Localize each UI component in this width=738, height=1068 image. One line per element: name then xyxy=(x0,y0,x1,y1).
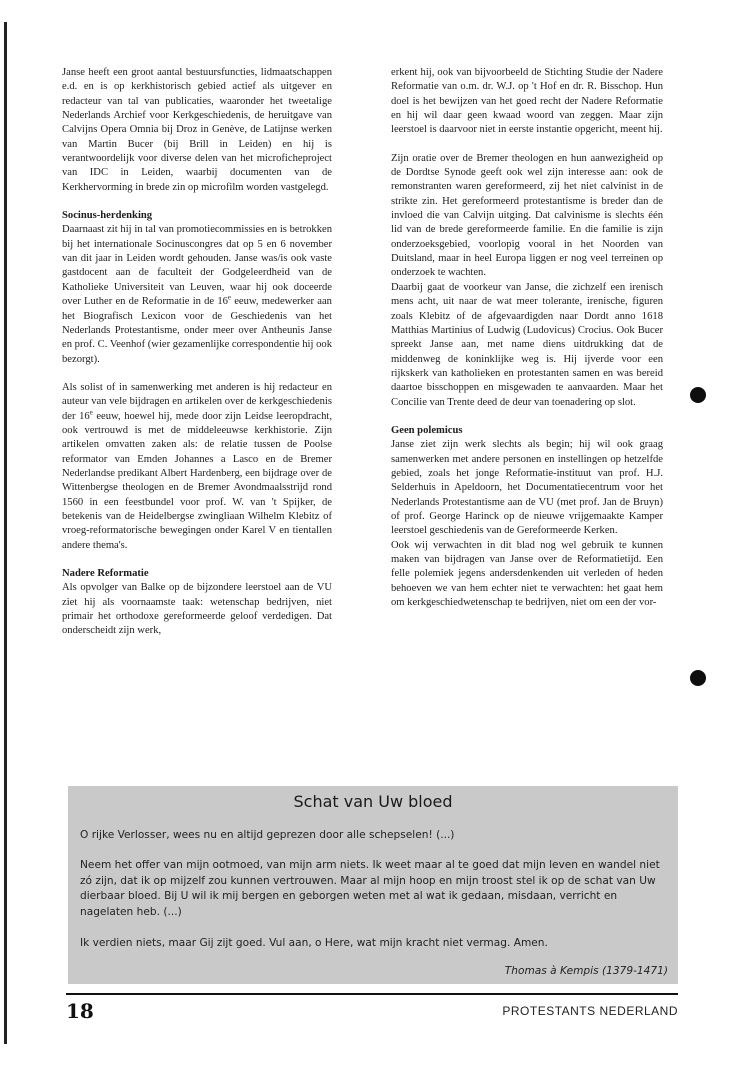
subheading-nadere-reformatie: Nadere Reformatie xyxy=(62,568,149,579)
quote-box xyxy=(68,786,678,984)
quote-paragraph: O rijke Verlosser, wees nu en altijd geprezen door alle schepselen! (...) xyxy=(80,829,455,841)
paragraph: Daarbij gaat de voorkeur van Janse, die zichzelf een irenisch mens acht, uit naar de wat meer tolerante, irenische, figuren zoals Klebitz of de afgevaardigden naar Dordt anno 1618 Matthias Martinius of Ludwig (Ludovicus) Crocius. Ook Bucer spreekt Janse aan, met name diens uitdrukking dat de middenweg de koninklijke weg is. Hij ijverde voor een rijkskerk van katholieken en protestanten samen en was bereid daartoe bisschoppen en misgewaden te aanvaarden. Maar het Concilie van Trente deed de deur van toenadering op slot. xyxy=(391,281,663,408)
right-column xyxy=(391,66,663,624)
binder-hole-icon xyxy=(690,670,706,686)
footer-divider xyxy=(66,993,678,995)
page-edge-rule xyxy=(4,22,7,1044)
quote-paragraph: Ik verdien niets, maar Gij zijt goed. Vul aan, o Here, wat mijn kracht niet vermag. Amen. xyxy=(80,937,548,949)
subheading-socinus: Socinus-herdenking xyxy=(62,210,153,222)
paragraph: Zijn oratie over de Bremer theologen en hun aanwezigheid op de Dordtse Synode geeft ook wel zijn interesse aan: ook de remonstranten waren gereformeerd, zij het niet calvinist in de strikte zin. Het gereformeerd protestantisme is breder dan de invloed die van Calvijn uitging. Dat calvinisme is slechts één lid van de brede gereformeerde familie. En die familie is zijn onderzoeksgebied, voorlopig vooral in het Noorden van Duitsland, maar in heel Europa liggen er nog veel terreinen op onderzoek te wachten. xyxy=(391,152,663,279)
quote-paragraph: Neem het offer van mijn ootmoed, van mijn arm niets. Ik weet maar al te goed dat mijn leven en wandel niet zó zijn, dat ik op mijzelf zou kunnen vertrouwen. Maar al mijn hoop en mijn troost stel ik op de schat van Uw dierbaar bloed. Bij U wil ik mij bergen en geborgen weten met al wat ik gedaan, misdaan, verricht en nagelaten heb. (...) xyxy=(80,859,660,918)
quote-attribution: Thomas à Kempis (1379-1471) xyxy=(504,965,668,977)
subheading-geen-polemicus: Geen polemicus xyxy=(391,424,463,436)
paragraph: Daarnaast zit hij in tal van promotiecommissies en is betrokken bij het internationale Socinuscongres dat op 5 en 6 november van dit jaar in Leiden wordt gehouden. Janse was/is ook vaste gastdocent aan de faculteit der Godgeleerdheid van de Katholieke Universiteit van Leuven, waar hij ook doceerde over Luther en de Reformatie in de 16e eeuw, medewerker aan het Biografisch Lexicon voor de Geschiedenis van het Nederlands Protestantisme, onder meer over Antheunis Janse en prof. C. Veenhof (wier gezamenlijke correspondentie hij ook bezorgt). xyxy=(62,224,332,365)
page-number: 18 xyxy=(66,999,94,1023)
paragraph: Janse ziet zijn werk slechts als begin; hij wil ook graag samenwerken met andere personen en instellingen op hetzelfde gebied, zoals het jonge Reformatie-instituut van prof. H.J. Selderhuis in Apeldoorn, het Documentatiecentrum voor het Nederlands Protestantisme aan de VU (met prof. Jan de Bruyn) of prof. George Harinck op de nieuwe vrijgemaakte Kamper leerstoel geschiedenis van de Gereformeerde Kerken. xyxy=(391,439,663,537)
quote-box-title: Schat van Uw bloed xyxy=(293,792,453,811)
paragraph: erkent hij, ook van bijvoorbeeld de Stichting Studie der Nadere Reformatie van o.m. dr. W.J. op 't Hof en dr. R. Bisschop. Hun doel is het bewijzen van het goed recht der Nadere Reformatie en hij wil daar geen kwaad woord van zeggen. Maar zijn leerstoel is daarvoor niet in eerste instantie opgericht, meent hij. xyxy=(391,67,663,136)
paragraph: Als opvolger van Balke op de bijzondere leerstoel aan de VU ziet hij als voornaamste taak: wetenschap bedrijven, niet primair het orthodoxe gereformeerde geloof verdedigen. Dat onderscheidt zijn werk, xyxy=(62,582,332,637)
paragraph: Janse heeft een groot aantal bestuursfuncties, lidmaatschappen e.d. en is op kerkhistorisch gebied actief als uitgever en redacteur van tal van publicaties, waaronder het tweetalige Nederlands Archief voor Kerkgeschiedenis, de heruitgave van Calvijns Opera Omnia bij Droz in Genève, de Latijnse werken van Martin Bucer (bij Brill in Leiden) en hij is verantwoordelijk voor diverse delen van het microficheproject van IDC in Leiden, waarbij documenten van de Kerkhervorming in brede zin op microfilm worden vastgelegd. xyxy=(62,67,332,193)
paragraph: Als solist of in samenwerking met anderen is hij redacteur en auteur van vele bijdragen en artikelen over de kerkgeschiedenis der 16e eeuw, hoewel hij, mede door zijn Leidse leeropdracht, ook vertrouwd is met de middeleeuwse kerkhistorie. Zijn artikelen omvatten zaken als: de relatie tussen de Poolse reformator van Emden Johannes a Lasco en de Bremer Nederlandse predikant Albert Hardenberg, een bijdrage over de Wittenbergse theologen en de Bremer Avondmaalsstrijd rond 1560 in een feestbundel voor prof. W. van 't Spijker, de betekenis van de Heidelbergse zwingliaan Wilhelm Klebitz of vroeg-reformatorische bewegingen onder Karel V en tientallen andere thema's. xyxy=(62,381,332,551)
publication-name: PROTESTANTS NEDERLAND xyxy=(502,1004,678,1018)
binder-hole-icon xyxy=(690,387,706,403)
paragraph: Ook wij verwachten in dit blad nog wel gebruik te kunnen maken van bijdragen van Janse over de Reformatietijd. Een felle polemiek jegens andersdenkenden uit verleden of heden behoeven we van hem echter niet te verwachten: het gaat hem om kerkgeschiedwetenschap te bedrijven, niet om een der vor- xyxy=(391,539,663,609)
left-column xyxy=(62,66,332,653)
